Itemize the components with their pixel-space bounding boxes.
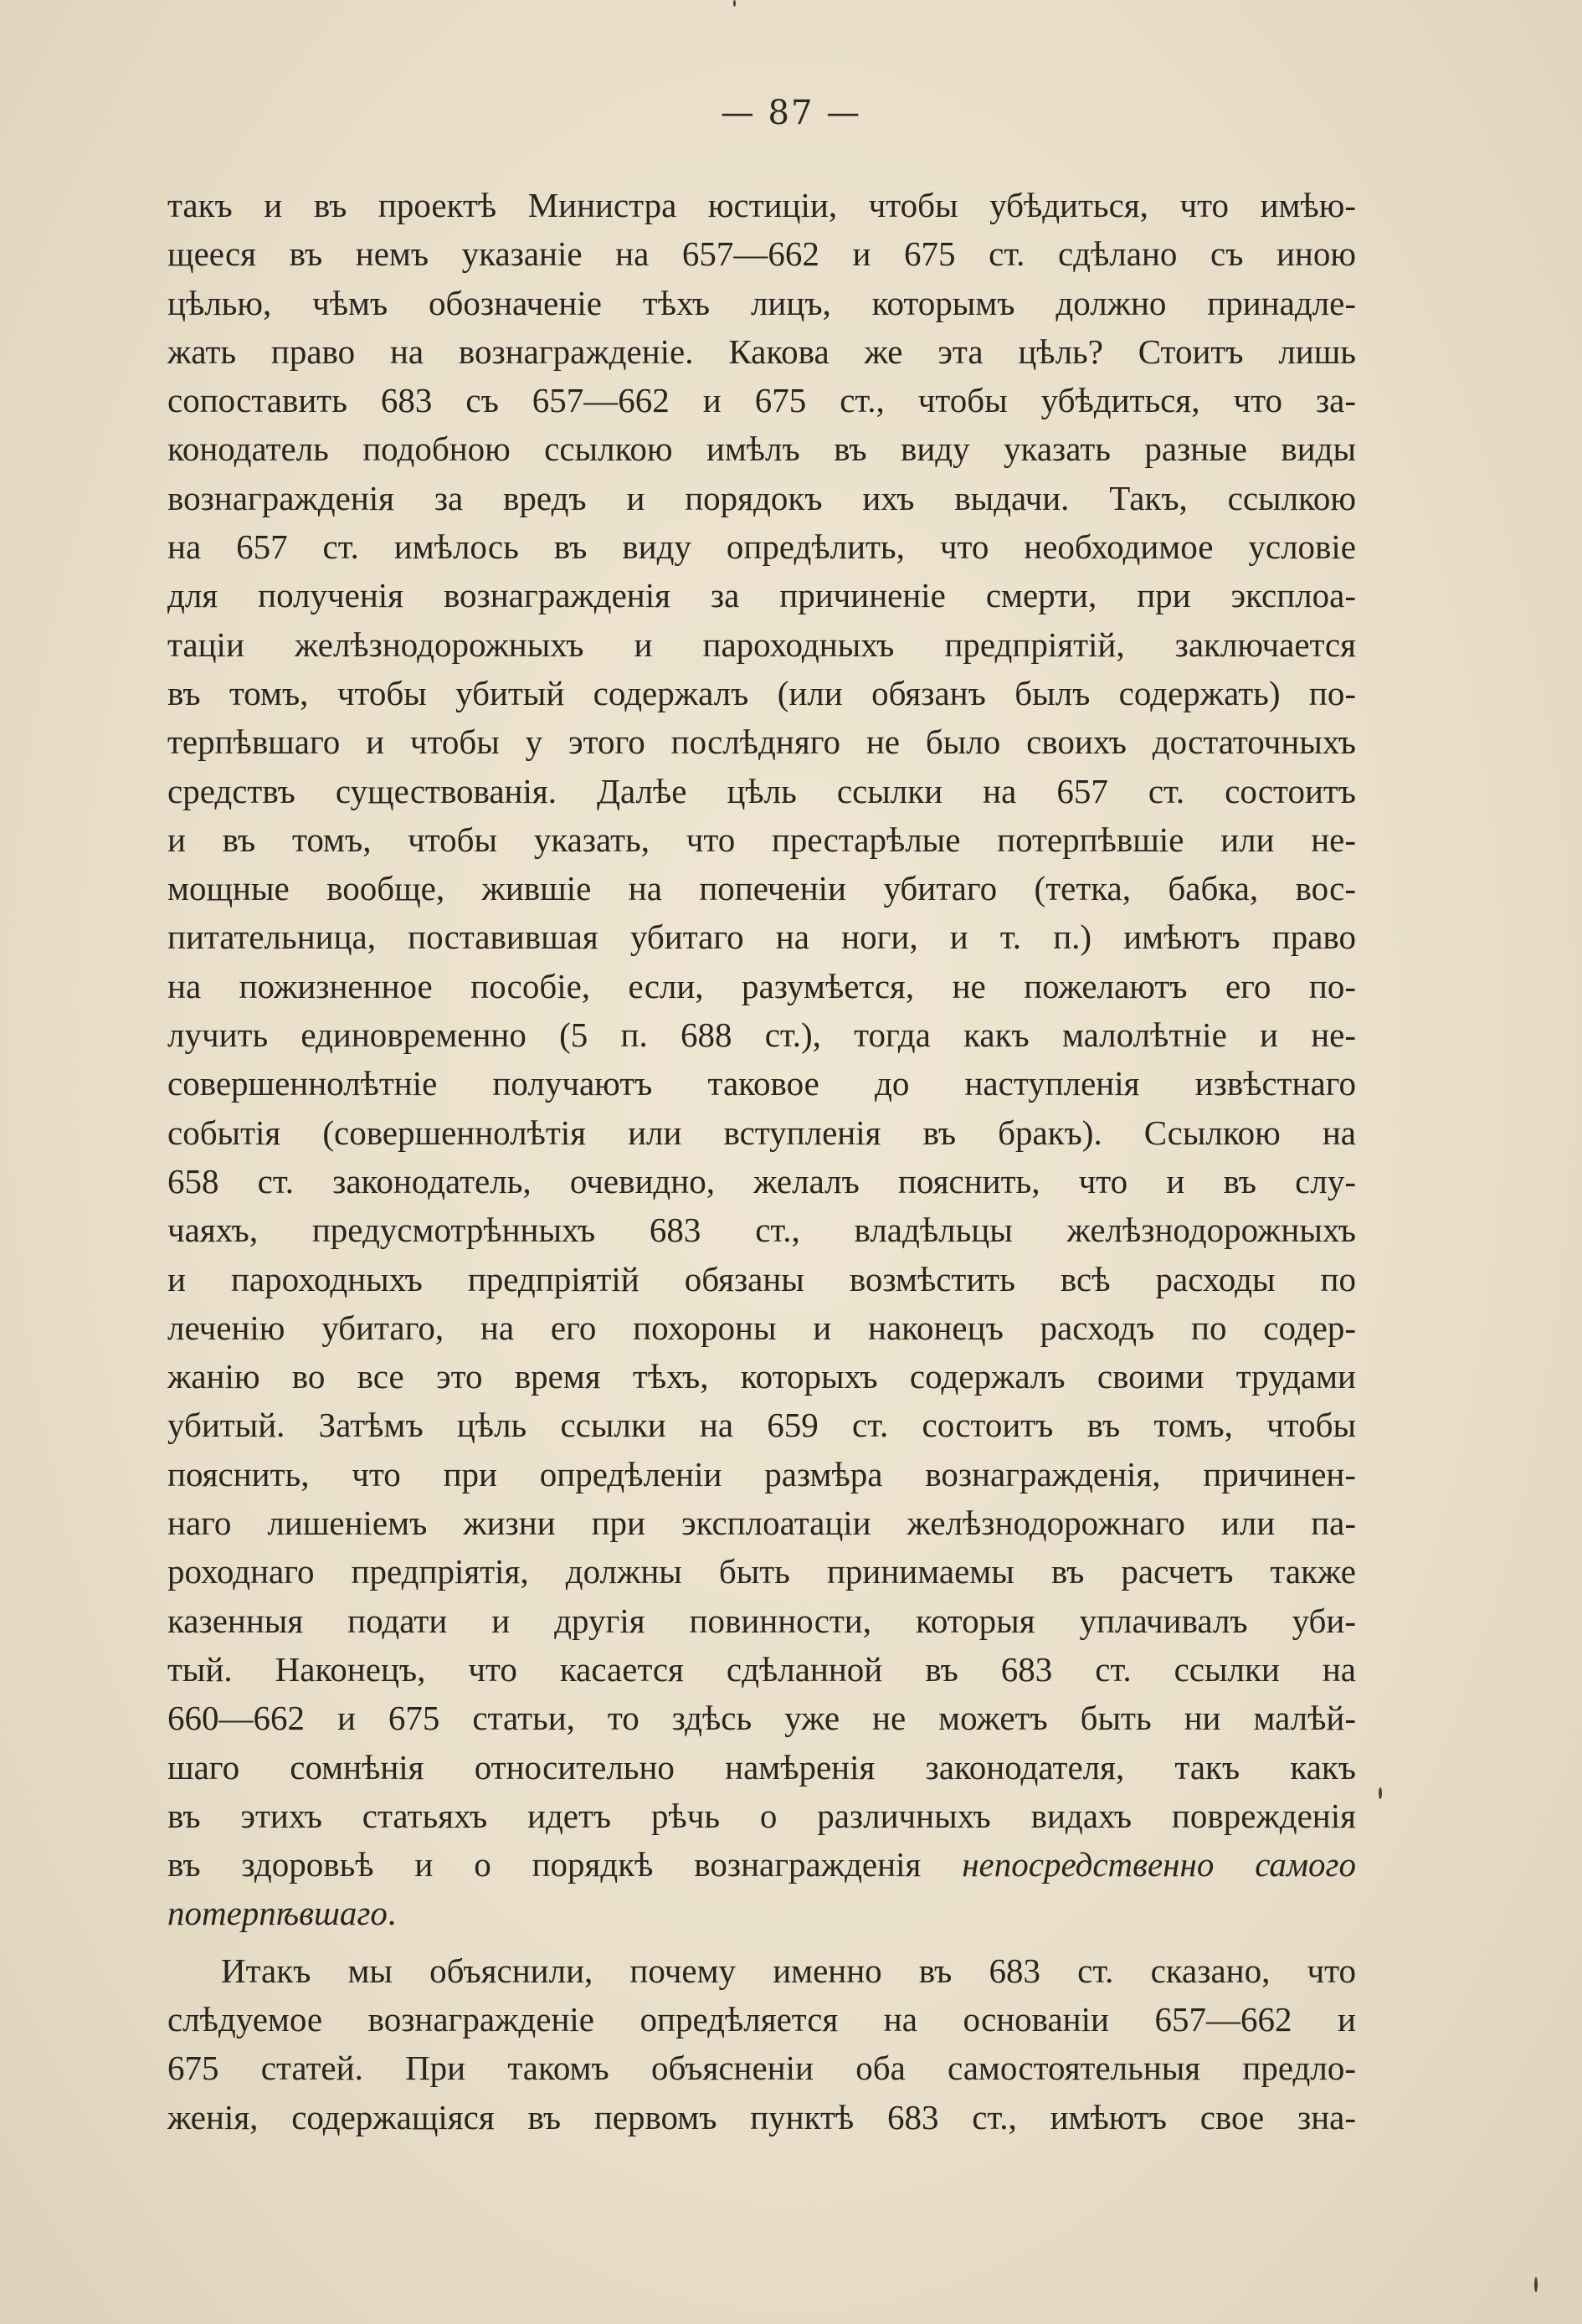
text-line: для полученія вознагражденія за причиненіе смерти, при эксплоа- (167, 576, 1356, 615)
page-number: — 87 — (720, 94, 862, 132)
paper-speck (1534, 2277, 1538, 2292)
text-line: наго лишеніемъ жизни при эксплоатаціи желѣзнодорожнаго или па- (167, 1504, 1356, 1543)
italic-emphasis: потерпѣвшаго (167, 1894, 388, 1933)
text-line: цѣлью, чѣмъ обозначеніе тѣхъ лицъ, которымъ должно принадле- (167, 283, 1356, 322)
text-line: пояснить, что при опредѣленіи размѣра вознагражденія, причинен- (167, 1454, 1356, 1494)
body-text (167, 181, 1356, 2141)
text-line: шаго сомнѣнія относительно намѣренія законодателя, такъ какъ (167, 1747, 1356, 1787)
text-line: таціи желѣзнодорожныхъ и пароходныхъ предпріятій, заключается (167, 625, 1356, 664)
text-line: и въ томъ, чтобы указать, что престарѣлые потерпѣвшіе или не- (167, 820, 1356, 859)
text-line: конодатель подобною ссылкою имѣлъ въ виду указать разные виды (167, 429, 1356, 469)
text-line: и пароходныхъ предпріятій обязаны возмѣстить всѣ расходы по (167, 1259, 1356, 1298)
text-line: терпѣвшаго и чтобы у этого послѣдняго не было своихъ достаточныхъ (167, 722, 1356, 762)
text-line: на пожизненное пособіе, если, разумѣется, не пожелаютъ его по- (167, 966, 1356, 1005)
text-line: въ этихъ статьяхъ идетъ рѣчь о различныхъ видахъ поврежденія (167, 1796, 1356, 1835)
text-line: чаяхъ, предусмотрѣнныхъ 683 ст., владѣльцы желѣзнодорожныхъ (167, 1211, 1356, 1250)
text-line: леченію убитаго, на его похороны и наконецъ расходъ по содер- (167, 1308, 1356, 1347)
text-line: Итакъ мы объяснили, почему именно въ 683 ст. сказано, что (221, 1951, 1356, 1990)
text-line: 675 статей. При такомъ объясненіи оба самостоятельныя предло- (167, 2049, 1356, 2088)
paragraph-gap (167, 1938, 1356, 1946)
text-line: средствъ существованія. Далѣе цѣль ссылки на 657 ст. состоитъ (167, 771, 1356, 810)
text-line: лучить единовременно (5 п. 688 ст.), тогда какъ малолѣтніе и не- (167, 1015, 1356, 1055)
text-line: 660—662 и 675 статьи, то здѣсь уже не можетъ быть ни малѣй- (167, 1699, 1356, 1738)
text-line: мощные вообще, жившіе на попеченіи убитаго (тетка, бабка, вос- (167, 869, 1356, 908)
italic-emphasis: непосредственно самого (962, 1845, 1356, 1884)
text-line: щееся въ немъ указаніе на 657—662 и 675 ст. сдѣлано съ иною (167, 234, 1356, 274)
text-line: жать право на вознагражденіе. Какова же эта цѣль? Стоитъ лишь (167, 332, 1356, 371)
text-line: на 657 ст. имѣлось въ виду опредѣлить, что необходимое условіе (167, 527, 1356, 567)
text-line: тый. Наконецъ, что касается сдѣланной въ 683 ст. ссылки на (167, 1649, 1356, 1689)
text-line: въ томъ, чтобы убитый содержалъ (или обязанъ былъ содержать) по- (167, 673, 1356, 712)
text-line: вознагражденія за вредъ и порядокъ ихъ выдачи. Такъ, ссылкою (167, 478, 1356, 517)
text-line-mixed (167, 1840, 1356, 1889)
text-line: убитый. Затѣмъ цѣль ссылки на 659 ст. состоитъ въ томъ, чтобы (167, 1406, 1356, 1445)
text-line: сопоставить 683 съ 657—662 и 675 ст., чтобы убѣдиться, что за- (167, 381, 1356, 420)
text-segment: въ здоровьѣ и о порядкѣ вознагражденія (167, 1845, 922, 1884)
text-line: 658 ст. законодатель, очевидно, желалъ пояснить, что и въ слу- (167, 1161, 1356, 1201)
text-line: такъ и въ проектѣ Министра юстиціи, чтобы убѣдиться, что имѣю- (167, 186, 1356, 224)
text-line: слѣдуемое вознагражденіе опредѣляется на основаніи 657—662 и (167, 1999, 1356, 2039)
text-segment: . (387, 1894, 397, 1933)
text-line: роходнаго предпріятія, должны быть принимаемы въ расчетъ также (167, 1552, 1356, 1591)
text-line-italic (167, 1889, 1356, 1937)
text-line: женія, содержащіяся въ первомъ пунктѣ 683 ст., имѣютъ свое зна- (167, 2097, 1356, 2136)
paper-speck (733, 0, 736, 7)
paper-speck (1379, 1787, 1382, 1799)
text-line: событія (совершеннолѣтія или вступленія въ бракъ). Ссылкою на (167, 1113, 1356, 1152)
text-line: питательница, поставившая убитаго на ноги, и т. п.) имѣютъ право (167, 918, 1356, 957)
text-line: казенныя подати и другія повинности, которыя уплачивалъ уби- (167, 1601, 1356, 1640)
text-line: совершеннолѣтніе получаютъ таковое до наступленія извѣстнаго (167, 1064, 1356, 1103)
text-line: жанію во все это время тѣхъ, которыхъ содержалъ своими трудами (167, 1357, 1356, 1396)
